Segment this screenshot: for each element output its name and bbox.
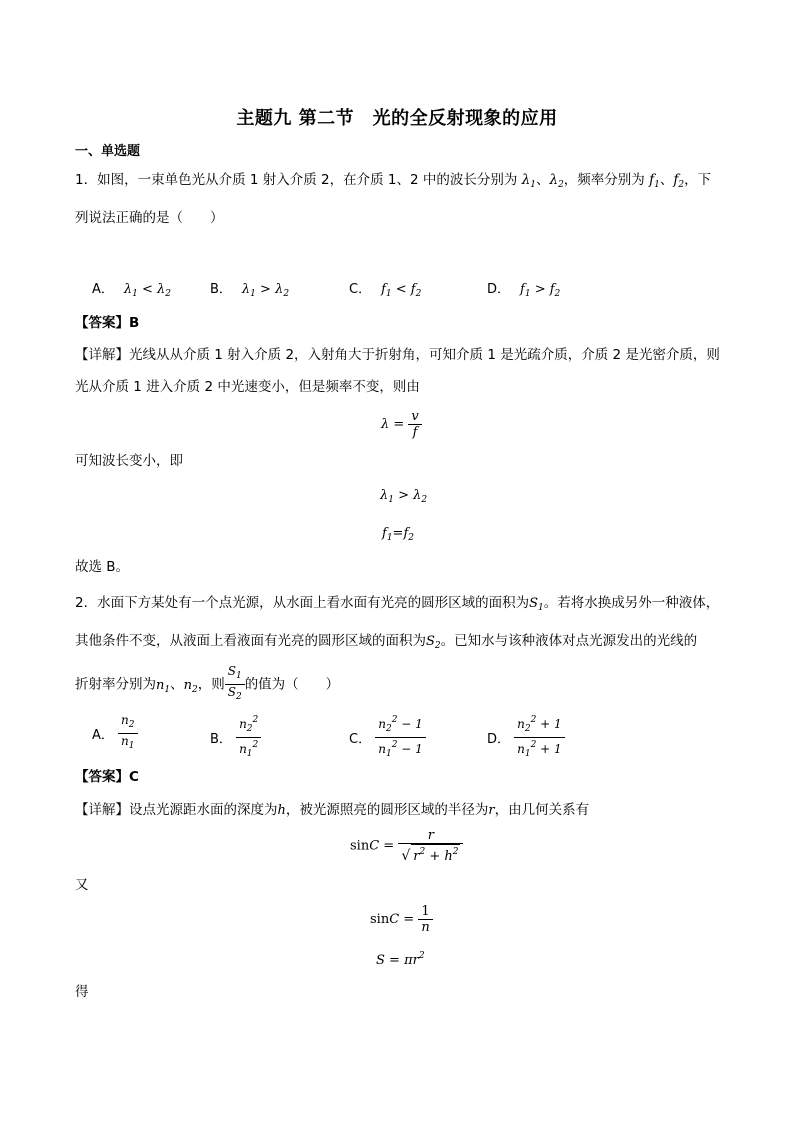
q1-detail-line2: 光从介质 1 进入介质 2 中光速变小，但是频率不变，则由	[75, 379, 420, 395]
formula-lambda-v-over-f: λ = $\frac{v}{f}$	[381, 409, 422, 440]
q1-option-a[interactable]: A． $\lambda_1 < \lambda_2$	[92, 282, 172, 299]
q2-stem-line3: 折射率分别为$n_1$、$n_2$，则 $\frac{S_1}{S_2}$ 的值为（ ）	[75, 664, 340, 702]
q2-option-c[interactable]: C． $\frac{n_2^2 - 1}{n_1^2 - 1}$	[349, 713, 426, 762]
q1-detail-line3: 可知波长变小，即	[75, 453, 183, 469]
q1-detail-line1: 【详解】光线从从介质 1 射入介质 2，入射角大于折射角，可知介质 1 是光疏介质，介质 2 是光密介质，则	[75, 347, 720, 363]
section-heading: 一、单选题	[75, 144, 141, 159]
formula-area: $S = \pi r^2$	[376, 951, 425, 968]
q1-stem-line2: 列说法正确的是（ ）	[75, 210, 224, 226]
q2-detail-line1: 【详解】设点光源距水面的深度为h，被光源照亮的圆形区域的半径为r，由几何关系有	[75, 802, 590, 818]
q2-de: 得	[75, 984, 89, 1000]
q2-you: 又	[75, 877, 89, 893]
q2-option-b[interactable]: B． $\frac{n_2^2}{n_1^2}$	[210, 713, 261, 762]
q1-option-c[interactable]: C． $f_1 < f_2$	[349, 282, 422, 299]
formula-sinC-geometry: sinC = $\frac{r}{√ r^2 + h^2}$	[350, 828, 463, 864]
lambda2: $\lambda_2$	[549, 172, 564, 190]
lambda1: $\lambda_1$	[521, 172, 536, 190]
f2: $f_2$	[673, 172, 685, 190]
formula-f-equal: $f_1=f_2$	[382, 526, 414, 543]
q1-answer: 【答案】B	[75, 315, 140, 331]
q2-stem-line1: 2．水面下方某处有一个点光源，从水面上看水面有光亮的圆形区域的面积为$S_1$。若将水换成另外一种液体，	[75, 595, 720, 613]
q1-conclusion: 故选 B。	[75, 559, 130, 575]
q1-option-b[interactable]: B． $\lambda_1 > \lambda_2$	[210, 282, 290, 299]
q1-option-d[interactable]: D． $f_1 > f_2$	[487, 282, 561, 299]
q2-answer: 【答案】C	[75, 769, 139, 785]
page-title: 主题九 第二节 光的全反射现象的应用	[236, 108, 558, 129]
q2-stem-line2: 其他条件不变，从液面上看液面有光亮的圆形区域的面积为$S_2$。已知水与该种液体对点光源发出的光线的	[75, 633, 698, 651]
f1: $f_1$	[649, 172, 660, 190]
formula-lambda-compare: $\lambda_1 > \lambda_2$	[380, 488, 428, 505]
formula-sinC-n: sinC = $\frac{1}{n}$	[370, 904, 433, 935]
q1-stem-line1: 1．如图，一束单色光从介质 1 射入介质 2，在介质 1、2 中的波长分别为 $\lambda_1$、$\lambda_2$，频率分别为 $f_1$、$f_2$，下	[75, 172, 712, 190]
q2-option-d[interactable]: D． $\frac{n_2^2 + 1}{n_1^2 + 1}$	[487, 713, 565, 762]
q2-option-a[interactable]: A． $\frac{n_2}{n_1}$	[92, 713, 138, 754]
